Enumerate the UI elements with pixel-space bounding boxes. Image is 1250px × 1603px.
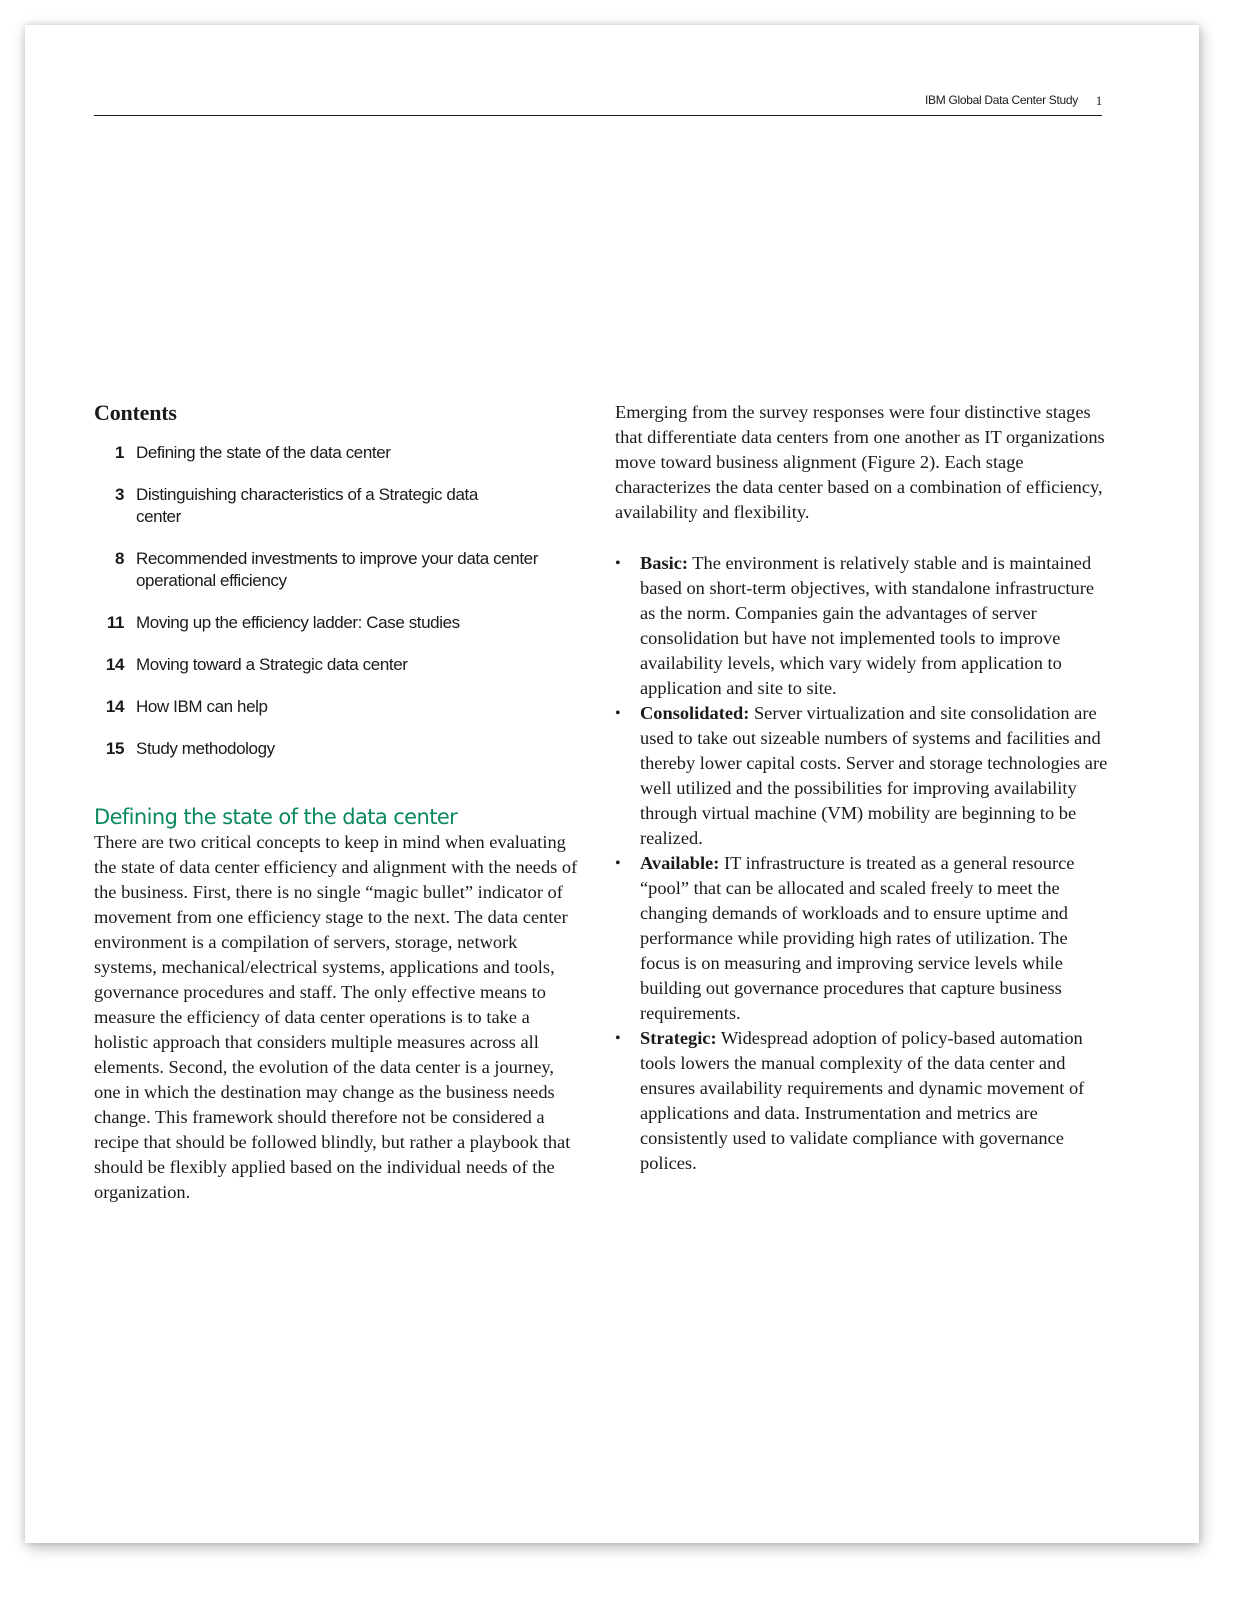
toc-label: Distinguishing characteristics of a Strategic data center — [136, 485, 478, 526]
toc-label: How IBM can help — [136, 697, 268, 716]
contents-title: Contents — [94, 400, 177, 425]
bullet-icon: • — [615, 555, 621, 572]
stage-description: The environment is relatively stable and is maintained based on short-term objectives, with standalone infrastructure as the norm. Companies gain the advantages of server consolidation but have not implemented tools to improve availability levels, which vary widely from application to application and site to site. — [640, 553, 1095, 698]
stage-term: Basic: — [640, 553, 689, 573]
toc-item[interactable] — [94, 484, 584, 528]
document-title: IBM Global Data Center Study — [924, 93, 1078, 107]
toc-item[interactable] — [94, 548, 584, 592]
left-column — [94, 400, 584, 1205]
toc-page-number: 3 — [114, 485, 124, 504]
bullet-icon: • — [615, 855, 621, 872]
stage-term: Strategic: — [640, 1028, 717, 1048]
toc-page-number: 11 — [106, 613, 124, 632]
toc-page-number: 1 — [114, 443, 124, 462]
toc-item[interactable] — [94, 654, 584, 676]
table-of-contents — [94, 442, 584, 760]
running-header — [94, 89, 1102, 116]
toc-item[interactable] — [94, 612, 584, 634]
stages-intro: Emerging from the survey responses were four distinctive stages that differentiate data centers from one another as IT organizations move toward business alignment (Figure 2). Each stage characterizes the data center based on a combination of efficiency, availability and flexibility. — [615, 402, 1105, 522]
stage-description: Widespread adoption of policy-based automation tools lowers the manual complexity of the data center and ensures availability requirements and dynamic movement of applications and data. Instrumentation and metrics are consistently used to validate compliance with governance polices. — [640, 1028, 1085, 1173]
toc-label: Defining the state of the data center — [136, 443, 391, 462]
stage-item-basic — [615, 551, 1110, 701]
toc-item[interactable] — [94, 442, 584, 464]
bullet-icon: • — [615, 1030, 621, 1047]
stage-description: Server virtualization and site consolidation are used to take out sizeable numbers of systems and facilities and thereby lower capital costs. Server and storage technologies are well utilized and the possibilities for improving availability through virtual machine (VM) mobility are beginning to be realized. — [640, 703, 1108, 848]
stages-list — [615, 551, 1110, 1176]
toc-label: Moving up the efficiency ladder: Case studies — [136, 613, 460, 632]
toc-label: Recommended investments to improve your data center operational efficiency — [136, 549, 538, 590]
right-column — [615, 400, 1110, 1176]
toc-item[interactable] — [94, 696, 584, 718]
stage-term: Consolidated: — [640, 703, 750, 723]
page-number: 1 — [1095, 93, 1102, 108]
document-page — [25, 25, 1199, 1543]
stage-item-strategic — [615, 1026, 1110, 1176]
bullet-icon: • — [615, 705, 621, 722]
toc-page-number: 14 — [105, 655, 124, 674]
stage-item-consolidated — [615, 701, 1110, 851]
stage-term: Available: — [640, 853, 720, 873]
toc-page-number: 14 — [105, 697, 124, 716]
section-body: There are two critical concepts to keep in mind when evaluating the state of data center efficiency and alignment with the needs of the business. First, there is no single “magic bullet” indicator of movement from one efficiency stage to the next. The data center environment is a compilation of servers, storage, network systems, mechanical/electrical systems, applications and tools, governance procedures and staff. The only effective means to measure the efficiency of data center operations is to take a holistic approach that considers multiple measures across all elements. Second, the evolution of the data center is a journey, one in which the destination may change as the business needs change. This framework should therefore not be considered a recipe that should be followed blindly, but rather a playbook that should be flexibly applied based on the individual needs of the organization. — [94, 832, 578, 1202]
toc-page-number: 8 — [114, 549, 124, 568]
stage-description: IT infrastructure is treated as a general resource “pool” that can be allocated and scaled freely to meet the changing demands of workloads and to ensure uptime and performance while providing high rates of utilization. The focus is on measuring and improving service levels while building out governance procedures that capture business requirements. — [640, 853, 1075, 1023]
toc-item[interactable] — [94, 738, 584, 760]
toc-label: Study methodology — [136, 739, 275, 758]
toc-label: Moving toward a Strategic data center — [136, 655, 408, 674]
stage-item-available — [615, 851, 1110, 1026]
toc-page-number: 15 — [105, 739, 124, 758]
section-heading: Defining the state of the data center — [94, 805, 458, 829]
